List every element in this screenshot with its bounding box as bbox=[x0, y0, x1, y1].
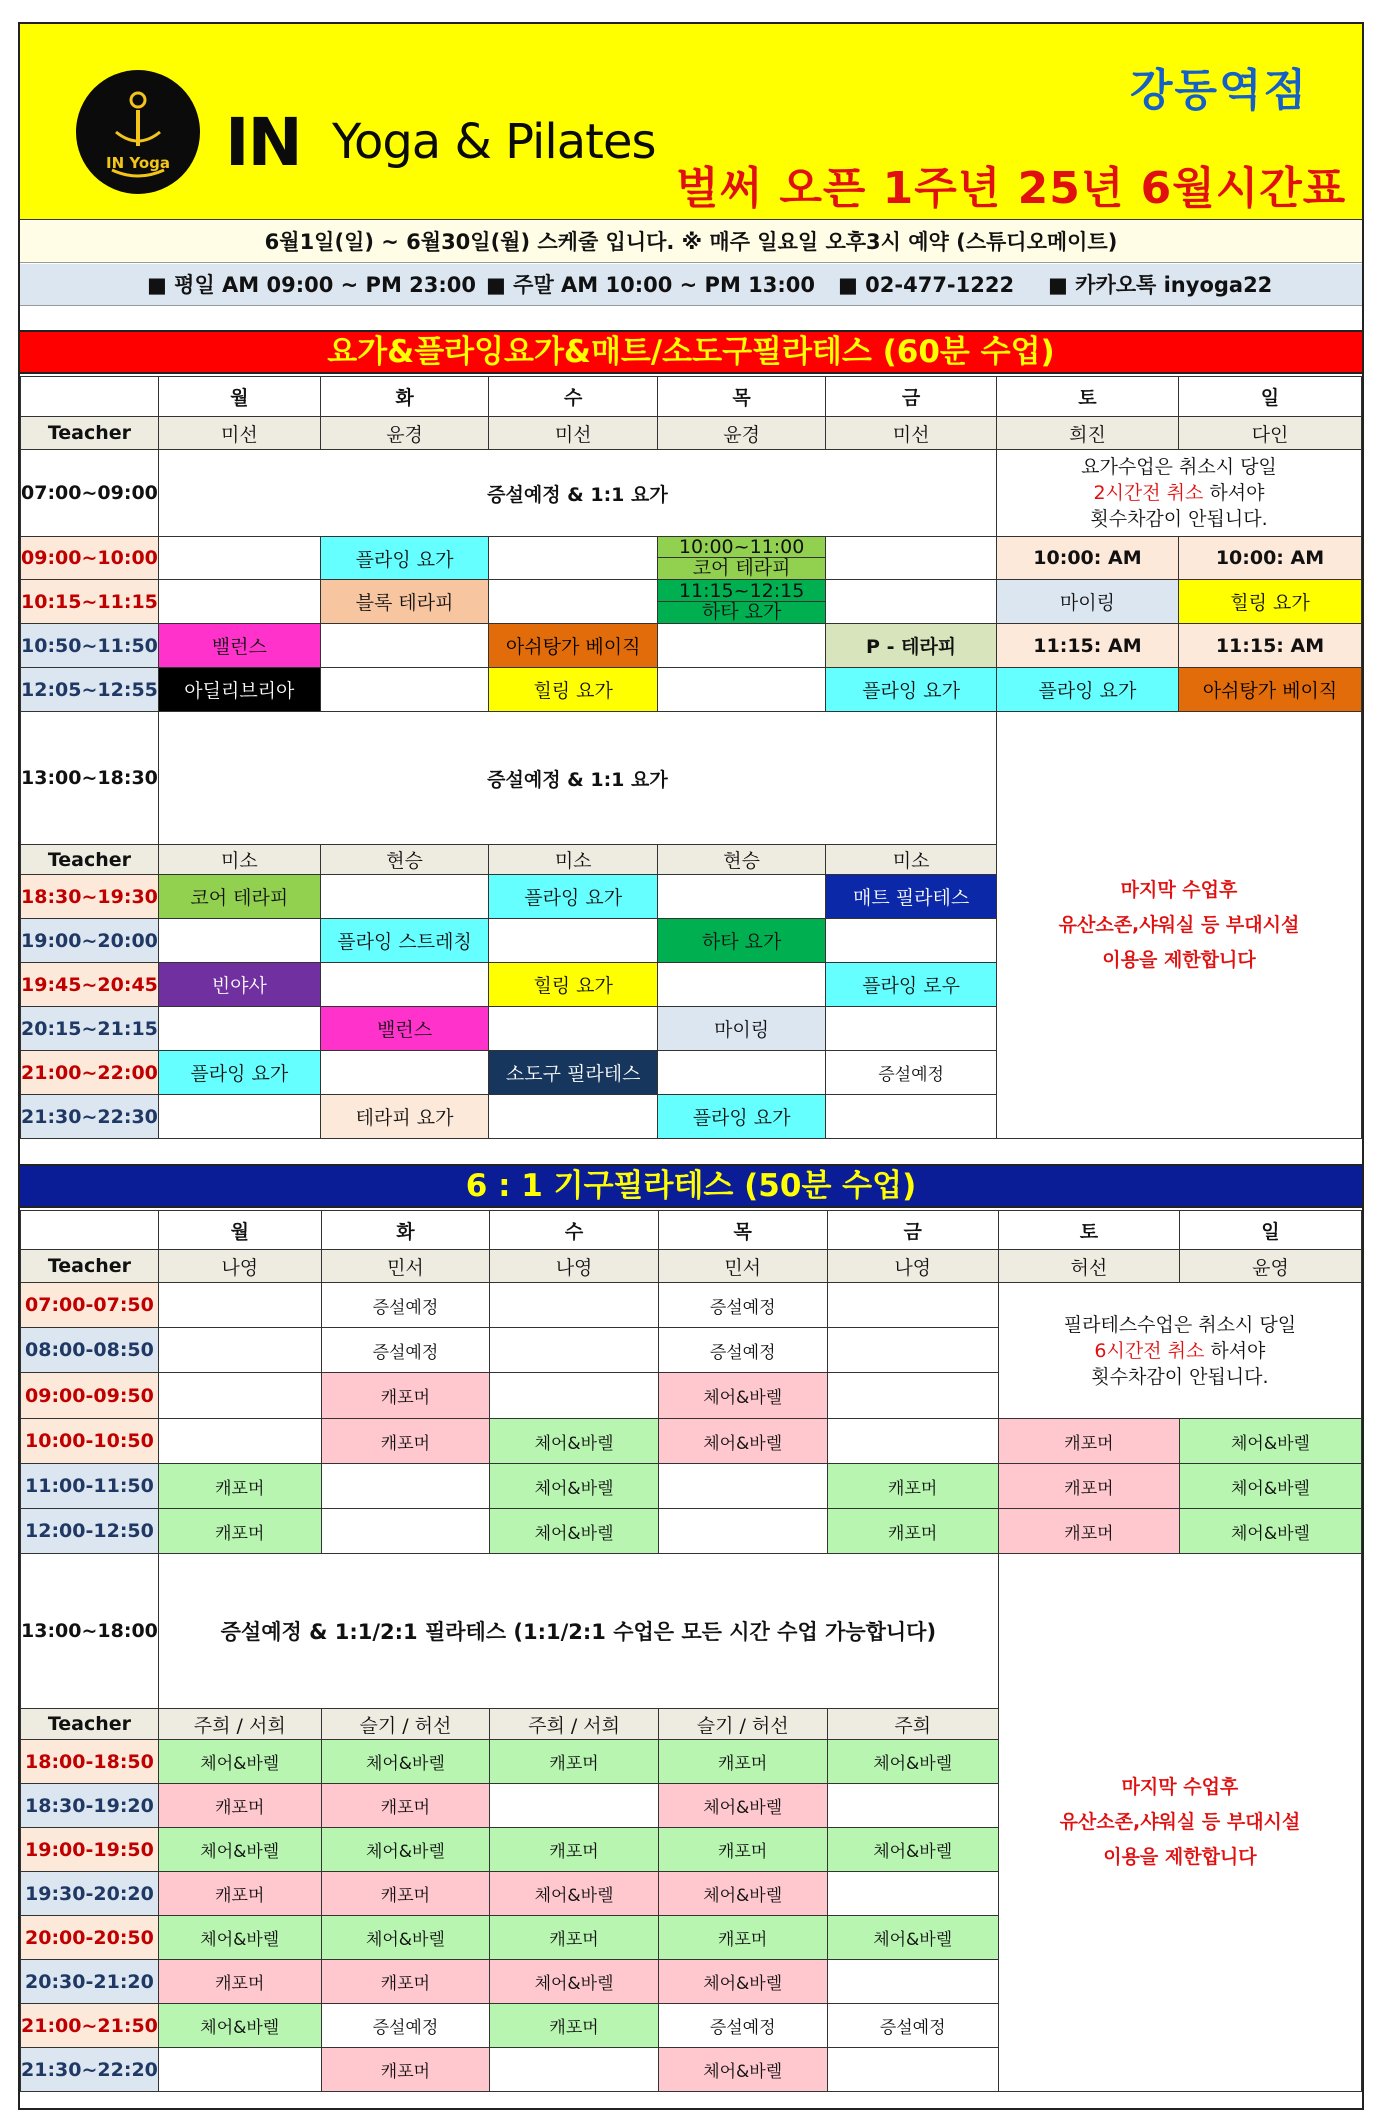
class-cell bbox=[158, 1095, 320, 1139]
class-cell: 체어&바렐 bbox=[490, 1872, 659, 1916]
time-slot: 19:00~20:00 bbox=[21, 919, 159, 963]
class-cell bbox=[827, 1373, 998, 1419]
class-cell: 캐포머 bbox=[158, 1509, 321, 1554]
time-slot: 18:30-19:20 bbox=[21, 1784, 159, 1828]
class-cell: 캐포머 bbox=[998, 1419, 1179, 1464]
class-cell: 플라잉 스트레칭 bbox=[320, 919, 489, 963]
note-line bbox=[997, 480, 1361, 506]
teacher-name: 현승 bbox=[657, 845, 825, 875]
time-slot: 13:00~18:30 bbox=[21, 712, 159, 845]
expansion-note: 증설예정 & 1:1 요가 bbox=[158, 450, 996, 537]
time-slot: 19:30-20:20 bbox=[21, 1872, 159, 1916]
teacher-name: 나영 bbox=[490, 1250, 659, 1283]
teacher-name: 희진 bbox=[996, 417, 1178, 450]
class-cell: 밸런스 bbox=[158, 624, 320, 668]
class-cell bbox=[158, 1328, 321, 1373]
class-cell: 11:15: AM bbox=[1178, 624, 1361, 668]
time-slot: 19:00-19:50 bbox=[21, 1828, 159, 1872]
class-time: 11:15~12:15 bbox=[658, 581, 825, 602]
time-slot: 21:00~22:00 bbox=[21, 1051, 159, 1095]
note-line: 필라테스수업은 취소시 당일 bbox=[1063, 1313, 1297, 1336]
time-slot: 09:00~10:00 bbox=[21, 537, 159, 580]
class-cell bbox=[489, 537, 658, 580]
class-cell: 하타 요가 bbox=[657, 919, 825, 963]
teacher-name: 미소 bbox=[158, 845, 320, 875]
class-cell bbox=[827, 1328, 998, 1373]
class-cell: 마이링 bbox=[996, 580, 1178, 624]
class-cell: 체어&바렐 bbox=[158, 1828, 321, 1872]
class-cell bbox=[489, 1095, 658, 1139]
notice-line: 이용을 제한합니다 bbox=[1103, 1846, 1257, 1868]
class-cell: 캐포머 bbox=[827, 1509, 998, 1554]
class-cell: 힐링 요가 bbox=[1178, 580, 1361, 624]
teacher-name: 민서 bbox=[658, 1250, 827, 1283]
note-highlight: 2시간전 취소 bbox=[1093, 482, 1204, 504]
class-cell: 캐포머 bbox=[658, 1828, 827, 1872]
class-cell bbox=[321, 1509, 490, 1554]
class-cell: 체어&바렐 bbox=[658, 1960, 827, 2004]
class-cell: 빈야사 bbox=[158, 963, 320, 1007]
class-cell: 체어&바렐 bbox=[1179, 1419, 1361, 1464]
class-cell: 캐포머 bbox=[158, 1872, 321, 1916]
class-cell bbox=[658, 1464, 827, 1509]
teacher-label: Teacher bbox=[21, 1709, 159, 1740]
day-header: 목 bbox=[658, 1211, 827, 1250]
teacher-label: Teacher bbox=[21, 417, 159, 450]
class-cell bbox=[158, 1373, 321, 1419]
weekday-hours: ■ 평일 AM 09:00 ~ PM 23:00 bbox=[147, 273, 477, 297]
class-title: 하타 요가 bbox=[701, 600, 782, 623]
teacher-name: 미소 bbox=[826, 845, 997, 875]
teacher-name: 민서 bbox=[321, 1250, 490, 1283]
class-cell: 10:00: AM bbox=[996, 537, 1178, 580]
teacher-name: 윤경 bbox=[657, 417, 825, 450]
class-cell: 플라잉 로우 bbox=[826, 963, 997, 1007]
time-slot: 10:15~11:15 bbox=[21, 580, 159, 624]
class-cell: 체어&바렐 bbox=[827, 1828, 998, 1872]
class-cell bbox=[320, 875, 489, 919]
class-cell: 캐포머 bbox=[998, 1509, 1179, 1554]
time-slot: 21:30~22:30 bbox=[21, 1095, 159, 1139]
class-cell: 증설예정 bbox=[321, 1328, 490, 1373]
class-cell: 힐링 요가 bbox=[489, 668, 658, 712]
time-slot: 20:00-20:50 bbox=[21, 1916, 159, 1960]
class-cell bbox=[158, 537, 320, 580]
class-cell bbox=[490, 1373, 659, 1419]
class-cell: 캐포머 bbox=[321, 1419, 490, 1464]
time-slot: 20:15~21:15 bbox=[21, 1007, 159, 1051]
kakao-id: ■ 카카오톡 inyoga22 bbox=[1048, 273, 1273, 297]
note-line: 횟수차감이 안됩니다. bbox=[1091, 1365, 1269, 1388]
class-cell: 매트 필라테스 bbox=[826, 875, 997, 919]
class-cell bbox=[320, 963, 489, 1007]
class-cell: 증설예정 bbox=[658, 1328, 827, 1373]
class-cell: 체어&바렐 bbox=[490, 1464, 659, 1509]
day-header: 수 bbox=[489, 377, 658, 417]
day-header: 월 bbox=[158, 377, 320, 417]
teacher-name: 주희 bbox=[827, 1709, 998, 1740]
day-header: 금 bbox=[827, 1211, 998, 1250]
class-cell: 체어&바렐 bbox=[658, 1373, 827, 1419]
day-header: 금 bbox=[826, 377, 997, 417]
class-cell: 플라잉 요가 bbox=[320, 537, 489, 580]
class-cell bbox=[826, 919, 997, 963]
class-cell: 캐포머 bbox=[998, 1464, 1179, 1509]
brand-name-in: IN bbox=[225, 104, 301, 181]
class-cell bbox=[827, 1872, 998, 1916]
cancel-policy-note bbox=[996, 450, 1361, 537]
teacher-name: 윤영 bbox=[1179, 1250, 1361, 1283]
logo-caption: IN Yoga bbox=[105, 154, 170, 172]
class-cell: 코어 테라피 bbox=[158, 875, 320, 919]
note-line: 횟수차감이 안됩니다. bbox=[1090, 508, 1268, 530]
class-title: 코어 테라피 bbox=[692, 557, 791, 579]
class-cell: 캐포머 bbox=[658, 1916, 827, 1960]
note-text: 하셔야 bbox=[1204, 1339, 1266, 1362]
class-cell bbox=[827, 1419, 998, 1464]
class-cell: 11:15: AM bbox=[996, 624, 1178, 668]
class-cell: 소도구 필라테스 bbox=[489, 1051, 658, 1095]
class-cell: 플라잉 요가 bbox=[996, 668, 1178, 712]
class-cell bbox=[827, 1283, 998, 1328]
time-slot: 08:00-08:50 bbox=[21, 1328, 159, 1373]
header-banner bbox=[20, 24, 1362, 220]
class-cell bbox=[158, 919, 320, 963]
class-cell: 체어&바렐 bbox=[1179, 1509, 1361, 1554]
facility-notice bbox=[996, 712, 1361, 1139]
class-cell: 체어&바렐 bbox=[1179, 1464, 1361, 1509]
time-slot: 21:30~22:20 bbox=[21, 2048, 159, 2092]
class-cell: 플라잉 요가 bbox=[657, 1095, 825, 1139]
teacher-label: Teacher bbox=[21, 1250, 159, 1283]
class-cell: 힐링 요가 bbox=[489, 963, 658, 1007]
time-slot: 10:00-10:50 bbox=[21, 1419, 159, 1464]
class-cell: P - 테라피 bbox=[826, 624, 997, 668]
time-slot: 09:00-09:50 bbox=[21, 1373, 159, 1419]
corner-cell bbox=[21, 377, 159, 417]
class-cell: 캐포머 bbox=[321, 1960, 490, 2004]
teacher-name: 미선 bbox=[489, 417, 658, 450]
class-cell: 캐포머 bbox=[158, 1464, 321, 1509]
class-cell: 캐포머 bbox=[321, 1373, 490, 1419]
class-cell: 캐포머 bbox=[490, 1828, 659, 1872]
class-cell: 체어&바렐 bbox=[490, 1509, 659, 1554]
class-cell: 증설예정 bbox=[827, 2004, 998, 2048]
note-text: 하셔야 bbox=[1203, 482, 1265, 504]
expansion-note: 증설예정 & 1:1 요가 bbox=[158, 712, 996, 845]
class-cell: 블록 테라피 bbox=[320, 580, 489, 624]
yoga-schedule-table bbox=[20, 376, 1362, 1139]
class-cell bbox=[657, 624, 825, 668]
time-slot: 07:00-07:50 bbox=[21, 1283, 159, 1328]
class-cell: 증설예정 bbox=[826, 1051, 997, 1095]
class-cell: 캐포머 bbox=[321, 1784, 490, 1828]
class-cell: 캐포머 bbox=[658, 1740, 827, 1784]
class-cell: 아쉬탕가 베이직 bbox=[489, 624, 658, 668]
class-cell: 체어&바렐 bbox=[658, 1784, 827, 1828]
teacher-name: 슬기 / 허선 bbox=[321, 1709, 490, 1740]
class-cell: 테라피 요가 bbox=[320, 1095, 489, 1139]
teacher-name: 주희 / 서희 bbox=[490, 1709, 659, 1740]
class-cell: 캐포머 bbox=[321, 2048, 490, 2092]
class-cell bbox=[320, 668, 489, 712]
section-yoga-title: 요가&플라잉요가&매트/소도구필라테스 (60분 수업) bbox=[20, 330, 1362, 374]
class-cell: 체어&바렐 bbox=[158, 1740, 321, 1784]
class-cell: 체어&바렐 bbox=[658, 1419, 827, 1464]
class-cell: 체어&바렐 bbox=[827, 1740, 998, 1784]
class-cell: 아쉬탕가 베이직 bbox=[1178, 668, 1361, 712]
teacher-name: 허선 bbox=[998, 1250, 1179, 1283]
page-title: 벌써 오픈 1주년 25년 6월시간표 bbox=[676, 163, 1347, 214]
class-cell bbox=[490, 1328, 659, 1373]
class-cell: 캐포머 bbox=[490, 1740, 659, 1784]
class-cell: 체어&바렐 bbox=[158, 2004, 321, 2048]
time-slot: 12:00-12:50 bbox=[21, 1509, 159, 1554]
note-line bbox=[999, 1338, 1361, 1364]
class-cell: 체어&바렐 bbox=[490, 1419, 659, 1464]
class-cell bbox=[657, 580, 825, 624]
class-cell bbox=[827, 1960, 998, 2004]
weekend-hours: ■ 주말 AM 10:00 ~ PM 13:00 bbox=[486, 273, 816, 297]
teacher-name: 나영 bbox=[827, 1250, 998, 1283]
day-header: 화 bbox=[320, 377, 489, 417]
brand-logo bbox=[76, 70, 200, 194]
class-cell bbox=[489, 580, 658, 624]
class-cell bbox=[657, 1051, 825, 1095]
spacer bbox=[20, 1146, 1362, 1164]
class-cell bbox=[158, 1419, 321, 1464]
class-cell: 체어&바렐 bbox=[827, 1916, 998, 1960]
class-cell: 플라잉 요가 bbox=[826, 668, 997, 712]
cancel-policy-note bbox=[998, 1283, 1361, 1419]
section-pilates-title: 6 : 1 기구필라테스 (50분 수업) bbox=[20, 1164, 1362, 1208]
class-cell bbox=[489, 919, 658, 963]
notice-line: 유산소존,샤워실 등 부대시설 bbox=[1059, 1811, 1301, 1833]
class-cell bbox=[826, 537, 997, 580]
class-cell bbox=[658, 1509, 827, 1554]
class-cell bbox=[489, 1007, 658, 1051]
day-header: 토 bbox=[996, 377, 1178, 417]
logo-figure-icon bbox=[76, 70, 200, 194]
class-cell: 아딜리브리아 bbox=[158, 668, 320, 712]
class-cell bbox=[657, 668, 825, 712]
class-cell: 플라잉 요가 bbox=[489, 875, 658, 919]
teacher-label: Teacher bbox=[21, 845, 159, 875]
class-cell: 체어&바렐 bbox=[321, 1740, 490, 1784]
class-cell bbox=[158, 2048, 321, 2092]
note-line: 요가수업은 취소시 당일 bbox=[1081, 456, 1277, 478]
facility-notice bbox=[998, 1554, 1361, 2092]
time-slot: 18:30~19:30 bbox=[21, 875, 159, 919]
class-cell bbox=[320, 1051, 489, 1095]
class-cell bbox=[320, 624, 489, 668]
class-cell: 체어&바렐 bbox=[658, 1872, 827, 1916]
time-slot: 07:00~09:00 bbox=[21, 450, 159, 537]
day-header: 수 bbox=[490, 1211, 659, 1250]
day-header: 월 bbox=[158, 1211, 321, 1250]
notice-line: 이용을 제한합니다 bbox=[1102, 948, 1256, 971]
time-slot: 21:00~21:50 bbox=[21, 2004, 159, 2048]
pilates-schedule-table bbox=[20, 1210, 1362, 2092]
class-cell bbox=[321, 1464, 490, 1509]
class-cell: 체어&바렐 bbox=[658, 2048, 827, 2092]
teacher-name: 미선 bbox=[158, 417, 320, 450]
time-slot: 10:50~11:50 bbox=[21, 624, 159, 668]
class-cell bbox=[657, 875, 825, 919]
teacher-name: 주희 / 서희 bbox=[158, 1709, 321, 1740]
class-cell bbox=[826, 580, 997, 624]
day-header: 일 bbox=[1178, 377, 1361, 417]
class-cell bbox=[158, 1283, 321, 1328]
class-cell: 10:00: AM bbox=[1178, 537, 1361, 580]
teacher-name: 슬기 / 허선 bbox=[658, 1709, 827, 1740]
day-header: 목 bbox=[657, 377, 825, 417]
class-cell: 플라잉 요가 bbox=[158, 1051, 320, 1095]
class-cell: 마이링 bbox=[657, 1007, 825, 1051]
class-cell bbox=[490, 1784, 659, 1828]
class-cell bbox=[826, 1095, 997, 1139]
class-cell: 체어&바렐 bbox=[321, 1828, 490, 1872]
class-cell bbox=[657, 963, 825, 1007]
class-cell: 증설예정 bbox=[321, 2004, 490, 2048]
notice-line: 유산소존,샤워실 등 부대시설 bbox=[1058, 913, 1300, 936]
class-cell: 캐포머 bbox=[490, 2004, 659, 2048]
teacher-name: 미선 bbox=[826, 417, 997, 450]
notice-line: 마지막 수업후 bbox=[1121, 1776, 1239, 1798]
class-cell bbox=[827, 1784, 998, 1828]
class-cell: 체어&바렐 bbox=[158, 1916, 321, 1960]
notice-line: 마지막 수업후 bbox=[1120, 878, 1238, 901]
teacher-name: 나영 bbox=[158, 1250, 321, 1283]
class-cell bbox=[490, 1283, 659, 1328]
class-cell: 체어&바렐 bbox=[490, 1960, 659, 2004]
phone-number: ■ 02-477-1222 bbox=[838, 273, 1015, 297]
corner-cell bbox=[21, 1211, 159, 1250]
day-header: 일 bbox=[1179, 1211, 1361, 1250]
brand-name-rest: Yoga & Pilates bbox=[332, 114, 656, 170]
teacher-name: 다인 bbox=[1178, 417, 1361, 450]
class-cell: 증설예정 bbox=[658, 1283, 827, 1328]
class-cell: 체어&바렐 bbox=[321, 1916, 490, 1960]
teacher-name: 미소 bbox=[489, 845, 658, 875]
branch-name: 강동역점 bbox=[1130, 65, 1309, 116]
note-highlight: 6시간전 취소 bbox=[1094, 1339, 1205, 1362]
time-slot: 11:00-11:50 bbox=[21, 1464, 159, 1509]
spacer bbox=[20, 307, 1362, 330]
class-cell: 캐포머 bbox=[490, 1916, 659, 1960]
class-cell: 캐포머 bbox=[827, 1464, 998, 1509]
expansion-note: 증설예정 & 1:1/2:1 필라테스 (1:1/2:1 수업은 모든 시간 수업 가능합니다) bbox=[158, 1554, 998, 1709]
class-cell bbox=[158, 580, 320, 624]
time-slot: 19:45~20:45 bbox=[21, 963, 159, 1007]
class-cell bbox=[158, 1007, 320, 1051]
teacher-name: 윤경 bbox=[320, 417, 489, 450]
time-slot: 12:05~12:55 bbox=[21, 668, 159, 712]
schedule-period-info: 6월1일(일) ~ 6월30일(월) 스케줄 입니다. ※ 매주 일요일 오후3시 예약 (스튜디오메이트) bbox=[20, 221, 1362, 263]
class-cell: 캐포머 bbox=[158, 1960, 321, 2004]
class-cell: 증설예정 bbox=[321, 1283, 490, 1328]
class-cell bbox=[827, 2048, 998, 2092]
time-slot: 13:00~18:00 bbox=[21, 1554, 159, 1709]
class-cell bbox=[490, 2048, 659, 2092]
day-header: 토 bbox=[998, 1211, 1179, 1250]
class-cell: 밸런스 bbox=[320, 1007, 489, 1051]
class-time: 10:00~11:00 bbox=[658, 537, 825, 558]
day-header: 화 bbox=[321, 1211, 490, 1250]
class-cell: 캐포머 bbox=[158, 1784, 321, 1828]
class-cell: 캐포머 bbox=[321, 1872, 490, 1916]
class-cell bbox=[826, 1007, 997, 1051]
class-cell bbox=[657, 537, 825, 580]
time-slot: 20:30-21:20 bbox=[21, 1960, 159, 2004]
timetable-frame bbox=[18, 22, 1364, 2110]
time-slot: 18:00-18:50 bbox=[21, 1740, 159, 1784]
class-cell: 증설예정 bbox=[658, 2004, 827, 2048]
teacher-name: 현승 bbox=[320, 845, 489, 875]
contact-info-bar bbox=[20, 264, 1362, 306]
